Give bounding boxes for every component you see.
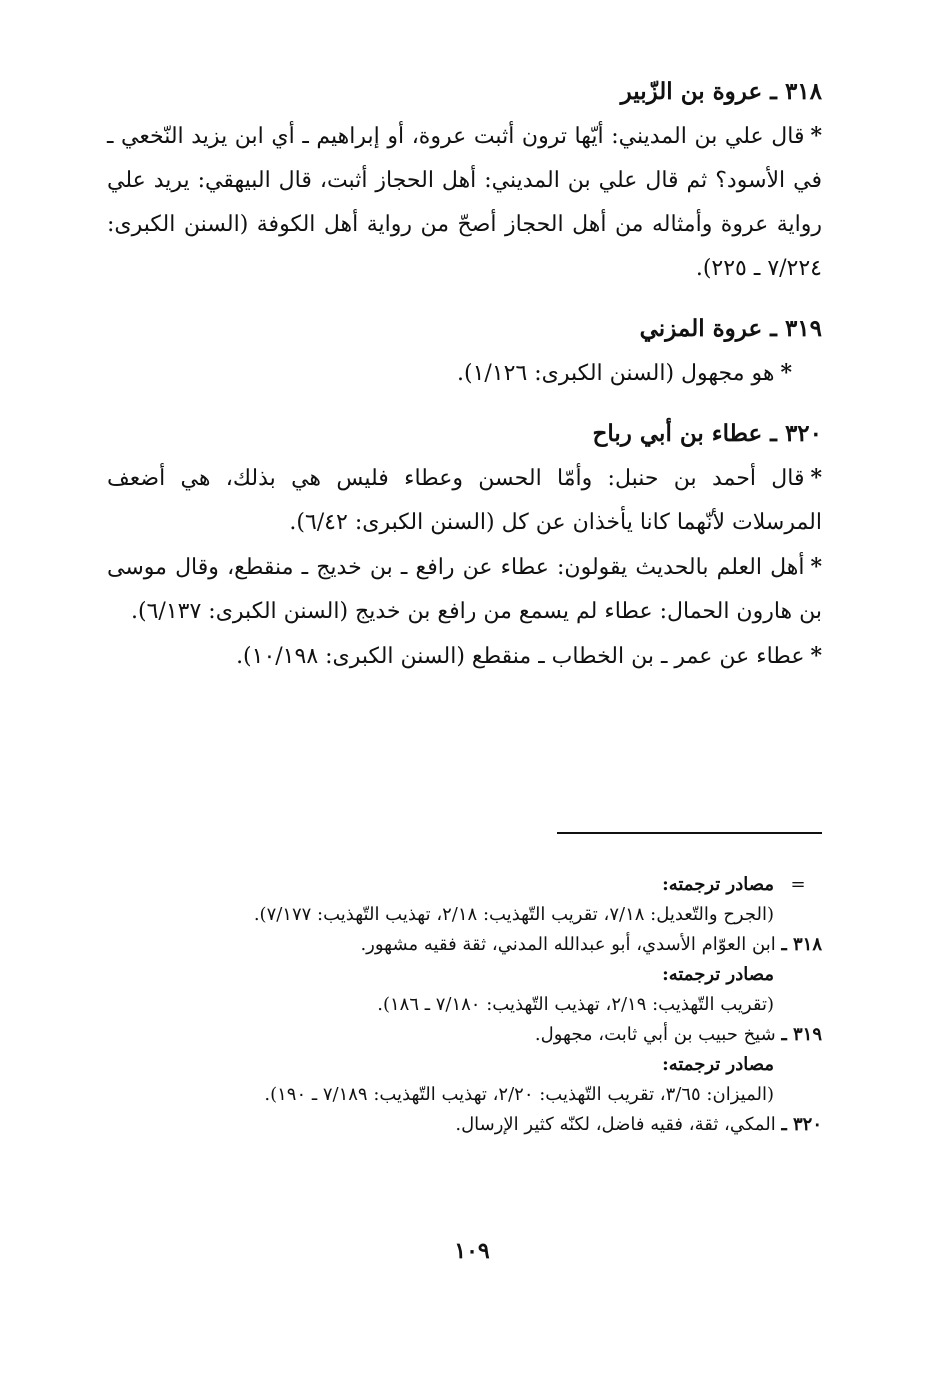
footnote-line — [122, 930, 822, 960]
entry-318 — [107, 70, 822, 291]
paragraph-text: هو مجهول (السنن الكبرى: ١/١٢٦). — [457, 361, 775, 386]
paragraph-text: قال أحمد بن حنبل: وأمّا الحسن وعطاء فليس هي بذلك، هي أضعف المرسلات لأنّهما كانا يأخذان عن كل (السنن الكبرى: ٦/٤٢). — [107, 466, 822, 535]
footnote-line: (تقريب التّهذيب: ٢/١٩، تهذيب التّهذيب: ٧/١٨٠ ـ ١٨٦). — [377, 994, 774, 1015]
entry-319 — [107, 307, 822, 396]
asterisk-marker: * — [810, 643, 822, 669]
entry-320 — [107, 412, 822, 679]
page-number: ١٠٩ — [454, 1238, 490, 1264]
paragraph-text: عطاء عن عمر ـ بن الخطاب ـ منقطع (السنن الكبرى: ١٠/١٩٨). — [236, 644, 805, 669]
entry-paragraph — [107, 545, 822, 634]
entry-title: ٣٢٠ ـ عطاء بن أبي رباح — [592, 420, 822, 447]
sources-label: مصادر ترجمته: — [662, 874, 774, 895]
asterisk-marker: * — [810, 554, 823, 580]
entry-paragraph — [107, 351, 822, 396]
footnote-text: ابن العوّام الأسدي، أبو عبدالله المدني، ثقة فقيه مشهور. — [360, 934, 776, 955]
entry-paragraph — [107, 456, 822, 545]
paragraph-text: أهل العلم بالحديث يقولون: عطاء عن رافع ـ بن خديج ـ منقطع، وقال موسى بن هارون الحمال: عطاء لم يسمع من رافع بن خديج (السنن الكبرى: ٦/١٣٧). — [107, 555, 822, 624]
asterisk-marker: * — [810, 465, 822, 491]
footnote-number: ٣١٩ ـ — [781, 1024, 822, 1045]
asterisk-marker: * — [810, 123, 822, 149]
footnote-line — [122, 1020, 822, 1050]
footnote-divider — [557, 832, 822, 834]
continuation-mark: = — [790, 874, 806, 895]
sources-label: مصادر ترجمته: — [662, 1054, 774, 1075]
footnote-text: المكي، ثقة، فقيه فاضل، لكنّه كثير الإرسال. — [455, 1114, 776, 1135]
entry-title: ٣١٩ ـ عروة المزني — [639, 315, 822, 342]
paragraph-text: قال علي بن المديني: أيّها ترون أثبت عروة، أو إبراهيم ـ أي ابن يزيد النّخعي ـ في الأسود؟ ثم قال علي بن المديني: أهل الحجاز أثبت، قال البيهقي: يريد علي رواية عروة وأمثاله من أهل الحجاز أصحّ من رواية أهل الكوفة (السنن الكبرى: ٧/٢٢٤ ـ ٢٢٥). — [107, 124, 822, 281]
footnotes — [122, 870, 822, 1140]
footnote-line: (الميزان: ٣/٦٥، تقريب التّهذيب: ٢/٢٠، تهذيب التّهذيب: ٧/١٨٩ ـ ١٩٠). — [264, 1084, 774, 1105]
asterisk-marker: * — [780, 360, 792, 386]
main-text — [107, 70, 822, 695]
footnote-line — [122, 1110, 822, 1140]
footnote-number: ٣١٨ ـ — [781, 934, 822, 955]
footnote-sources-heading — [122, 870, 822, 900]
entry-paragraph — [107, 634, 822, 679]
footnote-text: شيخ حبيب بن أبي ثابت، مجهول. — [534, 1024, 776, 1045]
footnote-number: ٣٢٠ ـ — [781, 1114, 822, 1135]
entry-paragraph — [107, 114, 822, 291]
entry-title: ٣١٨ ـ عروة بن الزّبير — [620, 78, 822, 105]
sources-label: مصادر ترجمته: — [662, 964, 774, 985]
footnote-line: (الجرح والتّعديل: ٧/١٨، تقريب التّهذيب: ٢/١٨، تهذيب التّهذيب: ٧/١٧٧). — [253, 904, 774, 925]
